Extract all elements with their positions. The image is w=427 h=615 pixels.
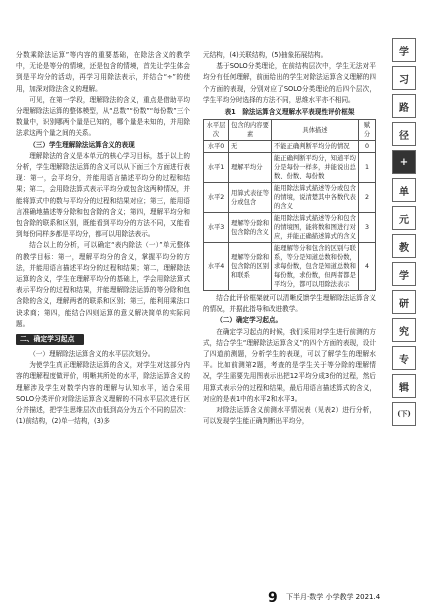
- table-header: 包含的内容要素: [229, 120, 272, 141]
- paragraph: 对除法运算含义前测水平情况表（见表2）进行分析，可以发现学生能正确判断出平均分，: [203, 406, 376, 426]
- table-cell: 水平2: [204, 183, 229, 213]
- table-cell: 水平1: [204, 153, 229, 183]
- paragraph: 可见，在第一学段，理解除法的含义，重点是借助平均分理解除法运算的整体模型，从“总数”“份数”“每份数”三个数量中，识别哪两个量是已知的，哪个量是未知的，并用除法求这两个量之间的关系。: [16, 95, 190, 138]
- paragraph: 理解除法的含义是本单元的核心学习目标，基于以上的分析，学生理解除法运算的含义可以从下面三个方面进行表现：第一，会平均分，并能用语言描述平均分的过程和结果；第二，会用除法算式表示平均分或包含这两种情况，并能将算式中的数与平均分的过程和结果对应；第三，能用语言准确地描述等分除和包含除的含义；第四，理解平均分和包含除的联系和区别，既能看到平均分的方法不同，又能看到每份同样多都是平均分，都可以用除法表示。: [16, 151, 190, 239]
- table-row: [204, 141, 376, 153]
- table-header: 赋分: [359, 120, 376, 141]
- side-tab-char: (下): [392, 402, 416, 426]
- side-tab-char: 专: [392, 346, 416, 370]
- evaluation-table: [203, 119, 376, 291]
- side-tab-char: 单: [392, 178, 416, 202]
- paragraph: 元结构，(4)关联结构，(5)抽象拓展结构。: [203, 51, 328, 59]
- paragraph: 结合此评价框架就可以清晰反馈学生理解除法运算含义的情况，并据此指导和改进教学。: [203, 294, 376, 314]
- table-cell: 无: [229, 141, 272, 153]
- side-tab-char: 究: [392, 318, 416, 342]
- side-tab-char: 径: [392, 122, 416, 146]
- left-column: [16, 50, 190, 428]
- table-cell: 水平0: [204, 141, 229, 153]
- journal-info: 下半月·数学 小学教学 2021.4: [286, 593, 381, 601]
- paragraph: 分数乘除法运算”等内容的重要基础，在除法含义的教学中，无论是等分的情境，还是包含的情境，首先让学生体会到是平均分的活动，再学习用除法表示，并结合“÷”的使用，加深对除法含义的理解。: [16, 51, 190, 93]
- table-header: 水平层次: [204, 120, 229, 141]
- section-heading: 二、确定学习起点: [16, 334, 84, 345]
- table-cell: 理解等分除和包含除的区别和联系: [229, 243, 272, 291]
- section-subheading: （三）学生理解除法运算含义的表现: [29, 140, 135, 149]
- table-caption: 表1 除法运算含义理解水平表现性评价框架: [224, 108, 355, 117]
- table-cell: 1: [359, 153, 376, 183]
- table-cell: 4: [359, 243, 376, 291]
- side-tab-char: 教: [392, 234, 416, 258]
- section-subheading: （一）理解除法运算含义的水平层次划分。: [29, 350, 155, 359]
- table-cell: 3: [359, 213, 376, 243]
- paragraph: 结合以上的分析，可以确定“表内除法（一）”单元整体的教学目标：第一，理解平均分的含义，掌握平均分的方法，并能用语言描述平均分的过程和结果；第二，理解除法运算的含义，学生在理解平均分的基础上，学会用除法算式表示平均分的过程和结果，并能理解除法运算的等分除和包含除的含义，理解两者的联系和区别；第三，能利用乘法口诀求商；第四，能结合四则运算的意义解决简单的实际问题。: [16, 241, 190, 328]
- table-cell: 0: [359, 141, 376, 153]
- table-cell: 理解平均分: [229, 153, 272, 183]
- side-tab-char: 学: [392, 38, 416, 62]
- table-cell: 2: [359, 183, 376, 213]
- right-column: [203, 50, 376, 427]
- table-cell: 水平4: [204, 243, 229, 291]
- side-tab-char: 元: [392, 206, 416, 230]
- side-tab-char: 辑: [392, 374, 416, 398]
- table-row: [204, 153, 376, 183]
- table-cell: 水平3: [204, 213, 229, 243]
- table-cell: 不能正确判断平均分的情况: [272, 141, 359, 153]
- table-cell: 能理解等分和包含的区别与联系，等分是知道总数和份数，求每份数，包含是知道总数和每份数，求份数，但两者都是平均分，都可以用除法表示: [272, 243, 359, 291]
- table-cell: 能正确判断平均分，知道平均分是每份一样多，并能说出总数、份数、每份数: [272, 153, 359, 183]
- side-tab-char: +: [392, 150, 416, 174]
- table-cell: 理解等分除和包含除的含义: [229, 213, 272, 243]
- table-row: [204, 243, 376, 291]
- table-header-row: [204, 120, 376, 141]
- side-tab-char: 学: [392, 262, 416, 286]
- section-heading-wrap: [16, 332, 190, 347]
- table-row: [204, 213, 376, 243]
- paragraph: 为使学生真正理解除法运算的含义，对学生对这部分内容的理解程度做评价，明晰其所处的水平，除法运算含义的理解涉及学生对数学内容的理解与认知水平，适合采用SOLO分类评价对除法运算含义理解的不同水平层次进行区分并描述，把学生思维层次由低到高分为五个不同的层次：(1)前结构，(2)单一结构，(3)多: [16, 361, 190, 426]
- table-cell: 用算式表征等分或包含: [229, 183, 272, 213]
- side-tab-char: 研: [392, 290, 416, 314]
- table-row: [204, 183, 376, 213]
- page-number: 9: [268, 590, 278, 606]
- side-tab-char: 习: [392, 66, 416, 90]
- page-footer: [0, 588, 427, 615]
- table-cell: 能用除法算式描述等分或包含的情境，说清楚其中各数代表的含义: [272, 183, 359, 213]
- table-header: 具体描述: [272, 120, 359, 141]
- side-column-tabs: [392, 38, 416, 430]
- section-subheading: （二）确定学习起点。: [216, 316, 283, 325]
- side-tab-char: 路: [392, 94, 416, 118]
- paragraph: 在确定学习起点的时候，我们采用对学生进行前测的方式，结合学生“理解除法运算含义”的四个方面的表现，设计了四道前测题，分析学生的表现，可以了解学生的理解水平。比如前测第2题，考查的是学生关于等分除的理解情况，学生需要先用图表示出把12平均分成3份的过程，然后用算式表示分的过程和结果，最后用语言描述算式的含义，对应的是表1中的水平2和水平3。: [203, 327, 376, 403]
- paragraph: 基于SOLO分类理论，在前结构层次中，学生无法对平均分有任何理解，前面给出的学生对除法运算含义理解的四个方面的表现，分别对应了SOLO分类理论的后四个层次，学生平均分时选择的方法不同，思维水平亦不相同。: [203, 62, 376, 104]
- table-cell: 能用除法算式描述等分和包含的情境图，能将数和图进行对应，并能正确描述算式的含义: [272, 213, 359, 243]
